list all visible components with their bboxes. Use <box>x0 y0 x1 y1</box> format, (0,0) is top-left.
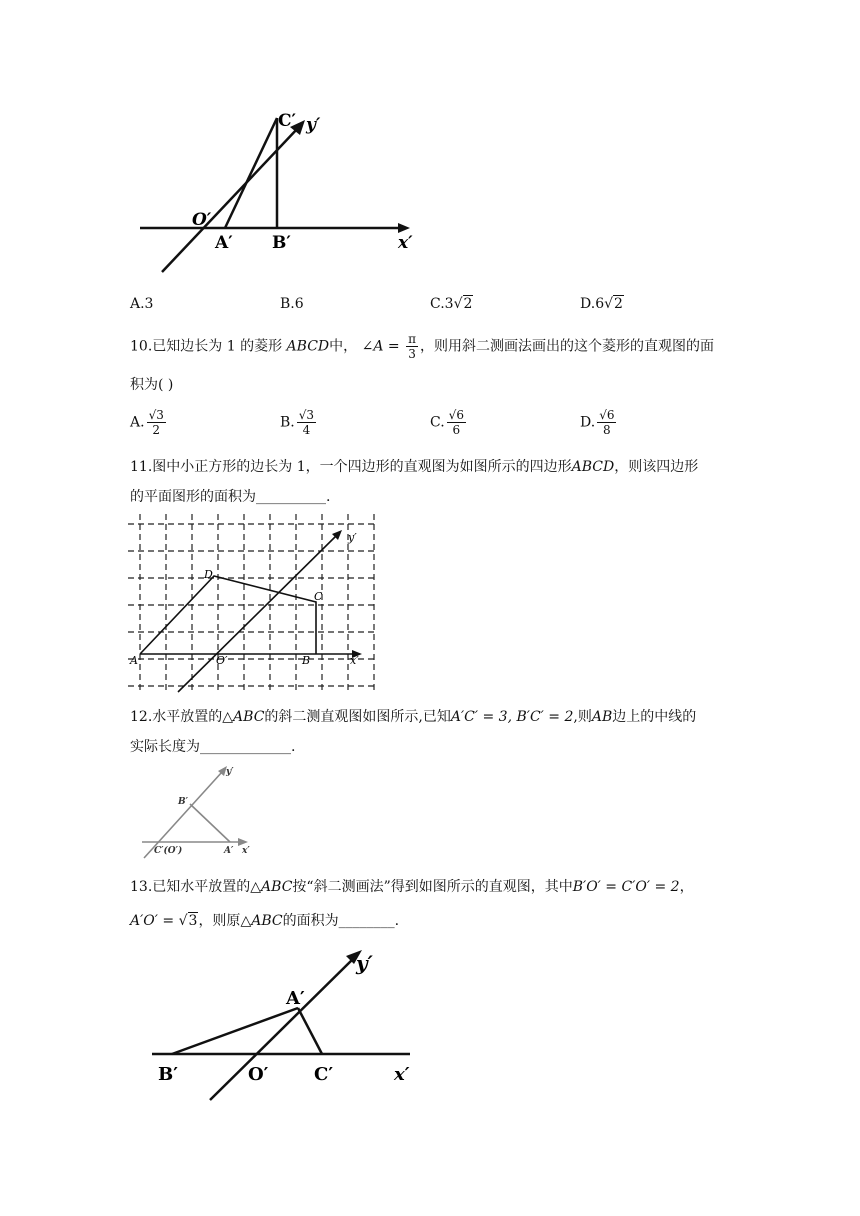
q10-option-d: D. $\frac{√6}{8}$ <box>580 408 615 437</box>
label-x: x′ <box>242 846 250 856</box>
label-c: C′ <box>314 1064 334 1085</box>
label-b: B′ <box>272 233 291 253</box>
q11-line2: 的平面图形的面积为__________. <box>130 489 331 505</box>
y-axis <box>178 536 336 692</box>
label-a: A <box>130 654 138 667</box>
label-b: B <box>302 654 311 667</box>
q10-option-c: C. $\frac{√6}{6}$ <box>430 408 464 437</box>
q10-line1: 10.已知边长为 1 的菱形 ABCD中， ∠A = $\frac{\pi}{3}$ ，则用斜二测画法画出的这个菱形的直观图的面 <box>130 332 714 361</box>
label-c: C′ <box>278 111 297 131</box>
segment-ba <box>190 804 230 842</box>
pi-over-3: $\frac{\pi}{3}$ <box>408 332 416 361</box>
segment-ac <box>298 1008 322 1054</box>
figure-q9 <box>130 100 430 280</box>
label-c: C <box>314 590 323 603</box>
label-o: O′ <box>248 1064 269 1085</box>
q9-option-d: D.6√2 <box>580 296 623 312</box>
figure-q11 <box>128 514 378 694</box>
label-a: A′ <box>215 233 233 253</box>
label-y: y′ <box>226 767 234 777</box>
label-b: B′ <box>158 1064 178 1085</box>
q10-option-b: B. $\frac{√3}{4}$ <box>280 408 315 437</box>
q12-line2: 实际长度为_____________. <box>130 739 296 755</box>
y-axis <box>210 956 356 1100</box>
q9-option-b: B.6 <box>280 296 304 312</box>
q13-line2: A′O′ = √3，则原△ABC的面积为________. <box>130 913 400 929</box>
segment-ca <box>225 118 277 228</box>
label-a: A′ <box>224 846 234 856</box>
label-o: O′ <box>216 654 228 667</box>
label-x: x′ <box>398 233 413 253</box>
label-o: O′ <box>192 210 212 230</box>
label-d: D <box>204 568 213 581</box>
label-x: x′ <box>350 654 359 667</box>
q9-option-a: A.3 <box>130 296 154 312</box>
q10-line2: 积为( ) <box>130 377 174 393</box>
grid-lines <box>128 514 378 694</box>
q13-line1: 13.已知水平放置的△ABC按“斜二测画法”得到如图所示的直观图，其中B′O′ = C′O′ = 2， <box>130 879 694 895</box>
q9-option-c: C.3√2 <box>430 296 473 312</box>
figure-q12 <box>138 762 258 862</box>
q10-option-a: A. $\frac{√3}{2}$ <box>130 408 164 437</box>
label-x: x′ <box>394 1064 410 1085</box>
label-a: A′ <box>286 988 305 1009</box>
x-axis-arrow <box>238 838 248 846</box>
label-b: B′ <box>178 797 188 807</box>
label-y: y′ <box>348 531 357 544</box>
label-co: C′(O′) <box>154 846 183 856</box>
q12-line1: 12.水平放置的△ABC的斜二测直观图如图所示,已知A′C′ = 3, B′C′ = 2,则AB边上的中线的 <box>130 709 697 725</box>
figure-q13 <box>148 944 438 1114</box>
label-y: y′ <box>356 951 373 975</box>
label-y: y′ <box>306 115 321 135</box>
q11-line1: 11.图中小正方形的边长为 1，一个四边形的直观图为如图所示的四边形ABCD，则该四边形 <box>130 459 699 475</box>
x-axis-arrow <box>398 223 410 233</box>
